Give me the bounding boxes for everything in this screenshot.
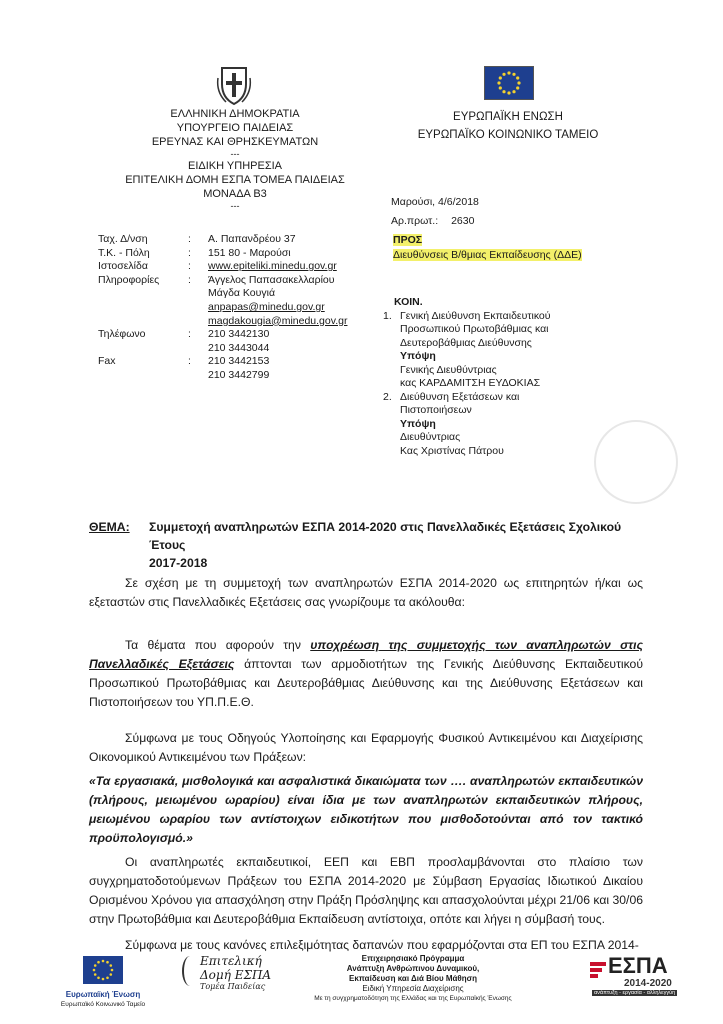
espa-title: ΕΣΠΑ bbox=[608, 953, 668, 978]
quote-text: «Τα εργασιακά, μισθολογικά και ασφαλιστικά δικαιώματα των …. αναπληρωτών εκπαιδευτικών (πλήρους, μειωμένου ωραρίου) είναι ίδια με των αναπληρωτών εκπαιδευτικών πλήρους, μειωμένου ωραρίου των αντίστοιχων ειδικοτήτων που μισθοδοτούνται από τον τακτικό προϋπολογισμό.» bbox=[89, 774, 643, 845]
contact-block bbox=[98, 233, 378, 393]
paragraph-text: Σε σχέση με τη συμμετοχή των αναπληρωτών ΕΣΠΑ 2014-2020 ως επιτηρητών ή/και ως εξεταστών στις Πανελλαδικές Εξετάσεις σας γνωρίζουμε τα ακόλουθα: bbox=[89, 576, 643, 609]
contact-label: Τηλέφωνο bbox=[98, 328, 146, 341]
contact-colon: : bbox=[188, 233, 191, 245]
contact-colon: : bbox=[188, 273, 191, 286]
paragraph-text: Σύμφωνα με τους κανόνες επιλεξιμότητας δαπανών που εφαρμόζονται στα ΕΠ του ΕΣΠΑ 2014- bbox=[125, 938, 639, 952]
paragraph-guides bbox=[89, 729, 643, 767]
header-line: ΕΙΔΙΚΗ ΥΠΗΡΕΣΙΑ bbox=[187, 160, 283, 172]
date-text: Μαρούσι, 4/6/2018 bbox=[391, 196, 479, 208]
contact-value: 151 80 - Μαρούσι bbox=[208, 246, 291, 259]
contact-colon: : bbox=[188, 260, 191, 273]
contact-label: Πληροφορίες bbox=[98, 273, 160, 286]
footer-op-line: Επιχειρησιακό Πρόγραμμα bbox=[361, 954, 465, 963]
contact-label: Ιστοσελίδα bbox=[98, 260, 148, 273]
subject-line: Συμμετοχή αναπληρωτών ΕΣΠΑ 2014-2020 στις Πανελλαδικές Εξετάσεις Σχολικού Έτους bbox=[149, 520, 622, 552]
contact-value: 210 3442799 bbox=[208, 369, 270, 381]
contact-colon: : bbox=[188, 246, 191, 259]
date-block bbox=[391, 192, 591, 230]
cc-block bbox=[370, 296, 610, 458]
footer-eu-line: Ευρωπαϊκή Ένωση bbox=[65, 990, 141, 999]
protocol-label: Αρ.πρωτ.: bbox=[391, 215, 439, 227]
espa-tagline: ανάπτυξη - εργασία - αλληλεγγύη bbox=[594, 990, 676, 996]
quote-block bbox=[89, 772, 643, 848]
paragraph-intro bbox=[89, 574, 643, 612]
contact-value: 210 3442153 bbox=[208, 355, 270, 368]
contact-label: Τ.Κ. - Πόλη bbox=[98, 246, 150, 259]
cc-attention: Υπόψη bbox=[400, 417, 436, 430]
footer-unit-line: Τομέα Παιδείας bbox=[200, 982, 266, 991]
footer-espa-logo bbox=[590, 954, 690, 994]
left-header bbox=[110, 107, 360, 211]
header-line: ΕΛΛΗΝΙΚΗ ΔΗΜΟΚΡΑΤΙΑ bbox=[170, 108, 300, 120]
footer-espa-unit-logo bbox=[182, 954, 292, 994]
paragraph-competence bbox=[89, 636, 643, 712]
cc-line: Γενική Διεύθυνση Εκπαιδευτικού bbox=[400, 309, 551, 322]
header-separator: --- bbox=[230, 201, 240, 211]
greek-emblem-icon bbox=[216, 64, 252, 106]
espa-bars-icon bbox=[590, 962, 606, 984]
footer-eu-text bbox=[56, 990, 150, 1010]
cc-line: Διευθύντριας bbox=[400, 431, 461, 443]
subject-label: ΘΕΜΑ: bbox=[89, 520, 130, 534]
contact-label: Ταχ. Δ/νση bbox=[98, 233, 148, 245]
subject-block bbox=[89, 518, 649, 572]
esf-title: ΕΥΡΩΠΑΪΚΟ ΚΟΙΝΩΝΙΚΟ ΤΑΜΕΙΟ bbox=[417, 129, 599, 141]
contact-value: 210 3442130 bbox=[208, 328, 270, 341]
contact-value: Άγγελος Παπασακελλαρίου bbox=[208, 273, 335, 286]
eu-flag-icon bbox=[484, 66, 534, 100]
right-header bbox=[400, 108, 616, 144]
paragraph-employment bbox=[89, 853, 643, 929]
footer-op-line: Με τη συγχρηματοδότηση της Ελλάδας και της Ευρωπαϊκής Ένωσης bbox=[314, 995, 512, 1002]
footer-eu-line: Ευρωπαϊκό Κοινωνικό Ταμείο bbox=[60, 1001, 146, 1008]
logo-swoosh-icon bbox=[182, 956, 198, 986]
footer-unit-line: Δομή ΕΣΠΑ bbox=[200, 968, 272, 982]
paragraph-text: Τα θέματα που αφορούν την bbox=[125, 638, 311, 652]
contact-link[interactable]: anpapas@minedu.gov.gr bbox=[208, 301, 325, 313]
cc-item-number: 2. bbox=[383, 390, 392, 403]
cc-line: Προσωπικού Πρωτοβάθμιας και bbox=[400, 323, 549, 335]
contact-link[interactable]: www.epiteliki.minedu.gov.gr bbox=[208, 260, 337, 273]
stamp-mark bbox=[594, 420, 678, 504]
emphasis-text: υποχρέωση της συμμετοχής των αναπληρωτών στις Πανελλαδικές Εξετάσεις bbox=[89, 638, 644, 671]
pros-label: ΠΡΟΣ bbox=[393, 234, 423, 246]
paragraph-text: Οι αναπληρωτές εκπαιδευτικοί, ΕΕΠ και ΕΒΠ προσλαμβάνονται στο πλαίσιο των συγχρηματοδοτούμενων Πράξεων του ΕΣΠΑ 2014-2020 με Σύμβαση Εργασίας Ιδιωτικού Δικαίου Ορισμένου Χρόνου για απασχόληση στην Πράξη Πρόσληψης και απασχολούνται μέχρι 21/06 και 30/06 στην Πρωτοβάθμια και Δευτεροβάθμια Εκπαίδευση αντίστοιχα, οπότε και λήγει η σύμβασή τους. bbox=[89, 855, 643, 926]
contact-colon: : bbox=[188, 355, 191, 368]
header-separator: --- bbox=[230, 149, 240, 159]
eu-title: ΕΥΡΩΠΑΪΚΗ ΕΝΩΣΗ bbox=[453, 111, 563, 123]
cc-line: Διεύθυνση Εξετάσεων και bbox=[400, 390, 520, 403]
footer-op-text bbox=[298, 954, 528, 1004]
cc-line: Κας Χριστίνας Πάτρου bbox=[400, 444, 504, 457]
header-line: ΜΟΝΑΔΑ Β3 bbox=[203, 188, 267, 200]
cc-item-number: 1. bbox=[383, 309, 392, 322]
cc-line: κας ΚΑΡΔΑΜΙΤΣΗ ΕΥΔΟΚΙΑΣ bbox=[400, 377, 541, 389]
footer-eu-flag-icon bbox=[83, 956, 123, 984]
header-line: ΕΠΙΤΕΛΙΚΗ ΔΟΜΗ ΕΣΠΑ ΤΟΜΕΑ ΠΑΙΔΕΙΑΣ bbox=[125, 174, 345, 186]
cc-line: Γενικής Διευθύντριας bbox=[400, 363, 497, 376]
header-line: ΥΠΟΥΡΓΕΙΟ ΠΑΙΔΕΙΑΣ bbox=[176, 122, 294, 134]
header-line: ΕΡΕΥΝΑΣ ΚΑΙ ΘΡΗΣΚΕΥΜΑΤΩΝ bbox=[151, 136, 319, 148]
cc-line: Πιστοποιήσεων bbox=[400, 404, 472, 416]
subject-line: 2017-2018 bbox=[149, 556, 208, 570]
paragraph-text: Σύμφωνα με τους Οδηγούς Υλοποίησης και Εφαρμογής Φυσικού Αντικειμένου και Διαχείρισης Οικονομικού Αντικειμένου των Πράξεων: bbox=[89, 731, 643, 764]
contact-label: Fax bbox=[98, 355, 116, 368]
contact-colon: : bbox=[188, 328, 191, 341]
cc-attention: Υπόψη bbox=[400, 350, 436, 362]
pros-recipient: Διευθύνσεις Β/θμιας Εκπαίδευσης (ΔΔΕ) bbox=[393, 248, 582, 261]
footer bbox=[0, 952, 723, 1024]
espa-years: 2014-2020 bbox=[624, 978, 672, 989]
paragraph-text: άπτονται των αρμοδιοτήτων της Γενικής Διεύθυνσης Εκπαιδευτικού Προσωπικού Πρωτοβάθμιας και Δευτεροβάθμιας Διεύθυνσης και της Διεύθυνσης Εξετάσεων και Πιστοποιήσεων του ΥΠ.Π.Ε.Θ. bbox=[89, 657, 643, 709]
recipient-block bbox=[393, 234, 582, 262]
protocol-number: 2630 bbox=[451, 215, 475, 227]
contact-value: 210 3443044 bbox=[208, 341, 270, 354]
cc-label: ΚΟΙΝ. bbox=[394, 296, 423, 308]
contact-value: Μάγδα Κουγιά bbox=[208, 287, 276, 300]
contact-link[interactable]: magdakougia@minedu.gov.gr bbox=[208, 314, 348, 327]
footer-op-line: Ειδική Υπηρεσία Διαχείρισης bbox=[362, 984, 464, 993]
footer-op-line: Εκπαίδευση και Διά Βίου Μάθηση bbox=[348, 974, 478, 983]
contact-value: Α. Παπανδρέου 37 bbox=[208, 233, 296, 245]
footer-unit-line: Επιτελική bbox=[200, 954, 262, 968]
footer-op-line: Ανάπτυξη Ανθρώπινου Δυναμικού, bbox=[346, 964, 480, 973]
cc-line: Δευτεροβάθμιας Διεύθυνσης bbox=[400, 336, 532, 349]
